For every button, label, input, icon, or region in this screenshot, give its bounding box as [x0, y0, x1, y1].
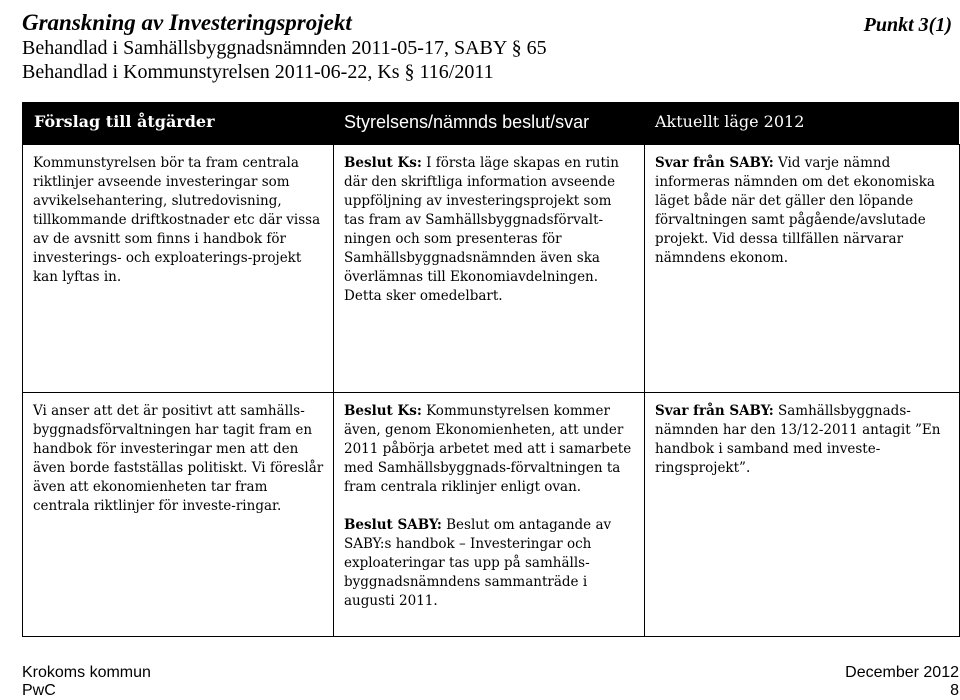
status-body: Samhällsbyggnads-nämnden har den 13/12-2011 antagit ”En handbok i samband med investe-ringsprojekt”. [655, 403, 941, 476]
decision-text [344, 154, 636, 306]
status-body: Vid varje nämnd informeras nämnden om det ekonomiska läget både när det gäller den löpande förvaltningen samt pågående/avslutade projekt. Vid dessa tillfällen närvarar nämndens ekonom. [655, 155, 935, 266]
table-row [23, 145, 960, 393]
proposal-text: Kommunstyrelsen bör ta fram centrala riktlinjer avseende investeringar som avvikelsehantering, slutredovisning, tillkommande driftkostnader etc där vissa av de avsnitt som finns i handbok för investerings- och exploaterings-projekt kan lyftas in. [33, 155, 321, 285]
status-label: Svar från SABY: [655, 155, 774, 171]
decision-label-saby: Beslut SABY: [344, 517, 442, 533]
column-header-decision: Styrelsens/nämnds beslut/svar [344, 112, 590, 132]
handled-line-1: Behandlad i Samhällsbyggnadsnämnden 2011-05-17, SABY § 65 [22, 37, 547, 59]
proposal-cell [23, 145, 334, 393]
proposal-cell [23, 393, 334, 637]
decision-body-saby: Beslut om antagande av SABY:s handbok – Investeringar och exploateringar tas upp på samhälls-byggnadsnämndens sammanträde i augusti 2011. [344, 517, 612, 609]
decision-text-saby [344, 516, 636, 611]
column-header-current-status: Aktuellt läge 2012 [655, 112, 805, 131]
handled-line-2: Behandlad i Kommunstyrelsen 2011-06-22, Ks § 116/2011 [22, 61, 494, 83]
document-title: Granskning av Investeringsprojekt [22, 10, 352, 35]
column-header-proposals: Förslag till åtgärder [34, 112, 215, 131]
decision-body: Kommunstyrelsen kommer även, genom Ekonomienheten, att under 2011 påbörja arbetet med att i samarbete med Samhällsbyggnads-förvaltningen ta fram centrala riklinjer enligt ovan. [344, 403, 632, 495]
status-cell [645, 393, 960, 637]
status-text [655, 154, 951, 268]
document-header [22, 10, 958, 84]
status-label: Svar från SABY: [655, 403, 774, 419]
point-label: Punkt 3(1) [863, 14, 952, 36]
footer-municipality: Krokoms kommun [22, 664, 151, 681]
proposal-text: Vi anser att det är positivt att samhälls-byggnadsförvaltningen har tagit fram en handbok för investeringar men att den även borde fastställas politiskt. Vi föreslår även att ekonomienheten tar fram centrala riktlinjer för investe-ringar. [33, 403, 324, 514]
footer-date: December 2012 [845, 664, 959, 681]
decision-body: I första läge skapas en rutin där den skriftliga information avseende uppföljning av investeringsprojekt som tas fram av Samhällsbyggnadsförvalt-ningen och som presenteras för Samhällsbyggnadsnämnden även ska överlämnas till Ekonomiavdelningen. Detta sker omedelbart. [344, 155, 619, 304]
decision-cell [334, 145, 645, 393]
status-cell [645, 145, 960, 393]
footer-company: PwC [22, 682, 56, 699]
decision-cell [334, 393, 645, 637]
decision-label: Beslut Ks: [344, 155, 422, 171]
table-row [23, 393, 960, 637]
decision-label: Beslut Ks: [344, 403, 422, 419]
decision-text [344, 402, 636, 497]
column-header-bar [22, 102, 959, 144]
page-number: 8 [950, 682, 959, 699]
status-text [655, 402, 951, 478]
actions-table [22, 144, 960, 637]
